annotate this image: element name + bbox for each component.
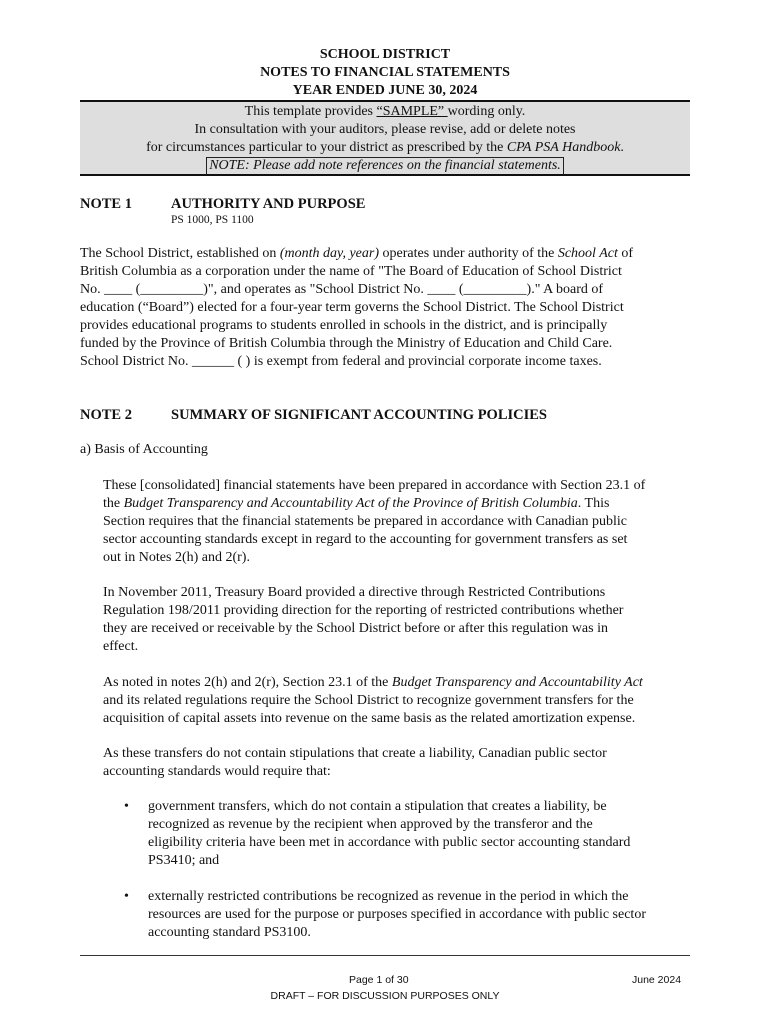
note-reference-reminder: NOTE: Please add note references on the financial statements. bbox=[206, 157, 564, 175]
note2-paragraph-2: In November 2011, Treasury Board provided a directive through Restricted Contributions Regulation 198/2011 providing direction for the reporting of restricted contributions whether they are received or receivable by the School District before or after this regulation was in effect. bbox=[103, 585, 624, 654]
note2-paragraph-3: As noted in notes 2(h) and 2(r), Section 23.1 of the Budget Transparency and Accountability Act and its related regulations require the School District to recognize government transfers for the acquisition of capital assets into revenue on the same basis as the related amortization expense. bbox=[103, 675, 643, 726]
footer-rule bbox=[80, 955, 690, 956]
banner-line-2: In consultation with your auditors, please revise, add or delete notes bbox=[194, 122, 576, 137]
bullet-item-government-transfers: government transfers, which do not contain a stipulation that creates a liability, be recognized as revenue by the recipient when approved by the transferor and the eligibility criteria have been met in accordance with public sector accounting standard PS3410; and bbox=[148, 799, 631, 868]
footer-date: June 2024 bbox=[632, 974, 682, 986]
bullet-item-restricted-contributions: externally restricted contributions be recognized as revenue in the period in which the resources are used for the purpose or purposes specified in accordance with public sector accounting standard PS3100. bbox=[148, 889, 646, 940]
bullet-dot-icon: • bbox=[124, 889, 129, 904]
banner-line-1: This template provides “SAMPLE” wording only. bbox=[244, 104, 526, 119]
header-notes-title: NOTES TO FINANCIAL STATEMENTS bbox=[260, 65, 510, 80]
draft-notice: DRAFT – FOR DISCUSSION PURPOSES ONLY bbox=[270, 990, 500, 1002]
note2-title: SUMMARY OF SIGNIFICANT ACCOUNTING POLICIES bbox=[171, 407, 547, 423]
note1-number: NOTE 1 bbox=[80, 196, 132, 212]
note2-paragraph-4: As these transfers do not contain stipulations that create a liability, Canadian public sector accounting standards would require that: bbox=[103, 746, 607, 779]
note2-number: NOTE 2 bbox=[80, 407, 132, 423]
sample-label: “SAMPLE” bbox=[376, 104, 448, 119]
banner-bottom-rule bbox=[80, 174, 690, 176]
note1-paragraph: The School District, established on (month day, year) operates under authority of the School Act of British Columbia as a corporation under the name of "The Board of Education of School District No. ____ (_________)", and operates as "School District No. ____ (_________)." A board of education (“Board”) elected for a four-year term governs the School District. The School District provides educational programs to students enrolled in schools in the district, and is principally funded by the Province of British Columbia through the Ministry of Education and Child Care. School District No. ______ ( ) is exempt from federal and provincial corporate income taxes. bbox=[80, 246, 634, 369]
header-district: SCHOOL DISTRICT bbox=[319, 47, 451, 62]
note2-paragraph-1: These [consolidated] financial statements have been prepared in accordance with Section 23.1 of the Budget Transparency and Accountability Act of the Province of British Columbia. This Section requires that the financial statements be prepared in accordance with Canadian public sector accounting standards except in regard to the accounting for government transfers as set out in Notes 2(h) and 2(r). bbox=[103, 478, 646, 565]
banner-line-3: for circumstances particular to your district as prescribed by the CPA PSA Handbook. bbox=[146, 140, 624, 155]
page-number: Page 1 of 30 bbox=[349, 974, 409, 986]
template-instructions-banner bbox=[80, 102, 690, 174]
note1-references: PS 1000, PS 1100 bbox=[171, 214, 254, 226]
banner-line-4 bbox=[80, 157, 690, 175]
bullet-dot-icon: • bbox=[124, 799, 129, 814]
header-year-ended: YEAR ENDED JUNE 30, 2024 bbox=[292, 83, 478, 98]
note2-subheading-basis: a) Basis of Accounting bbox=[80, 442, 208, 457]
note1-title: AUTHORITY AND PURPOSE bbox=[171, 196, 366, 212]
